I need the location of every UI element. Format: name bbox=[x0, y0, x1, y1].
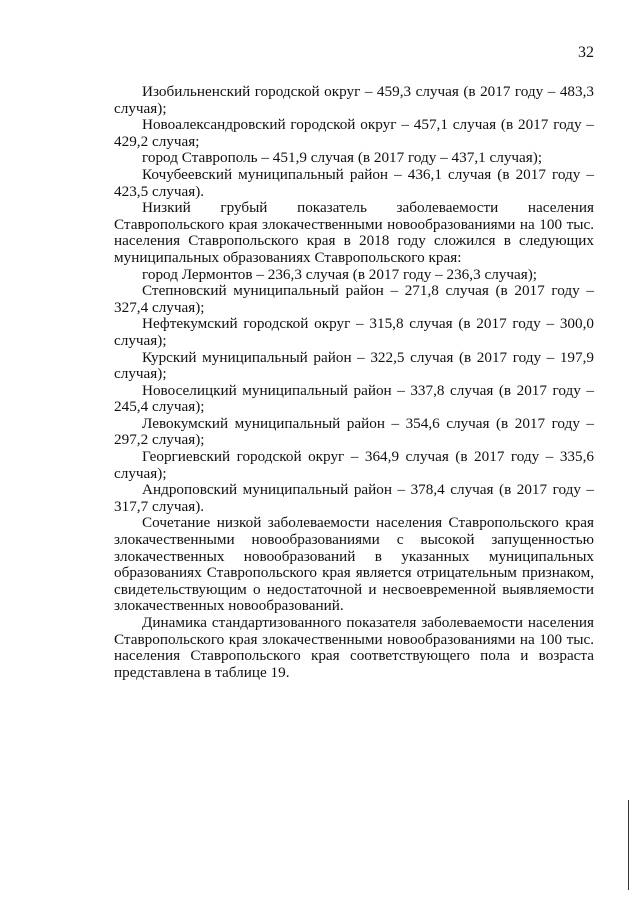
document-body bbox=[114, 84, 594, 681]
paragraph-georgievsky: Георгиевский городской округ – 364,9 случая (в 2017 году – 335,6 случая); bbox=[114, 448, 594, 482]
paragraph-izobilnensky: Изобильненский городской округ – 459,3 случая (в 2017 году – 483,3 случая); bbox=[114, 83, 594, 117]
margin-mark bbox=[628, 800, 629, 890]
paragraph-kursky: Курский муниципальный район – 322,5 случая (в 2017 году – 197,9 случая); bbox=[114, 348, 594, 383]
paragraph-lermontov: город Лермонтов – 236,3 случая (в 2017 году – 236,3 случая); bbox=[142, 265, 538, 283]
paragraph-low-incidence-intro: Низкий грубый показатель заболеваемости населения Ставропольского края злокачественными новообразованиями на 100 тыс. населения Ставропольского края в 2018 году сложился в следующих муниципальных образованиях Ставропольского края: bbox=[114, 199, 594, 266]
paragraph-stavropol: город Ставрополь – 451,9 случая (в 2017 году – 437,1 случая); bbox=[142, 149, 543, 167]
paragraph-kochubeevsky: Кочубеевский муниципальный район – 436,1 случая (в 2017 году – 423,5 случая). bbox=[114, 165, 594, 200]
paragraph-novoaleksandrovsky: Новоалександровский городской округ – 457,1 случая (в 2017 году – 429,2 случая; bbox=[114, 116, 594, 150]
paragraph-neftekumsky: Нефтекумский городской округ – 315,8 случая (в 2017 году – 300,0 случая); bbox=[114, 315, 594, 349]
paragraph-combination-conclusion: Сочетание низкой заболеваемости населения Ставропольского края злокачественными новообразованиями с высокой запущенностью злокачественных новообразований в указанных муниципальных образованиях Ставропольского края является отрицательным признаком, свидетельствующим о недостаточной и несвоевременной выявляемости злокачественных новообразований. bbox=[114, 514, 594, 615]
page-number: 32 bbox=[578, 44, 594, 61]
paragraph-levokumsky: Левокумский муниципальный район – 354,6 случая (в 2017 году – 297,2 случая); bbox=[114, 414, 594, 449]
paragraph-stepnovsky: Степновский муниципальный район – 271,8 случая (в 2017 году – 327,4 случая); bbox=[114, 282, 594, 316]
paragraph-andropovsky: Андроповский муниципальный район – 378,4 случая (в 2017 году – 317,7 случая). bbox=[114, 481, 594, 515]
paragraph-novoselitsky: Новоселицкий муниципальный район – 337,8 случая (в 2017 году – 245,4 случая); bbox=[114, 381, 594, 416]
paragraph-dynamics-table-ref: Динамика стандартизованного показателя заболеваемости населения Ставропольского края злокачественными новообразованиями на 100 тыс. населения Ставропольского края соответствующего пола и возраста представлена в таблице 19. bbox=[114, 614, 594, 681]
